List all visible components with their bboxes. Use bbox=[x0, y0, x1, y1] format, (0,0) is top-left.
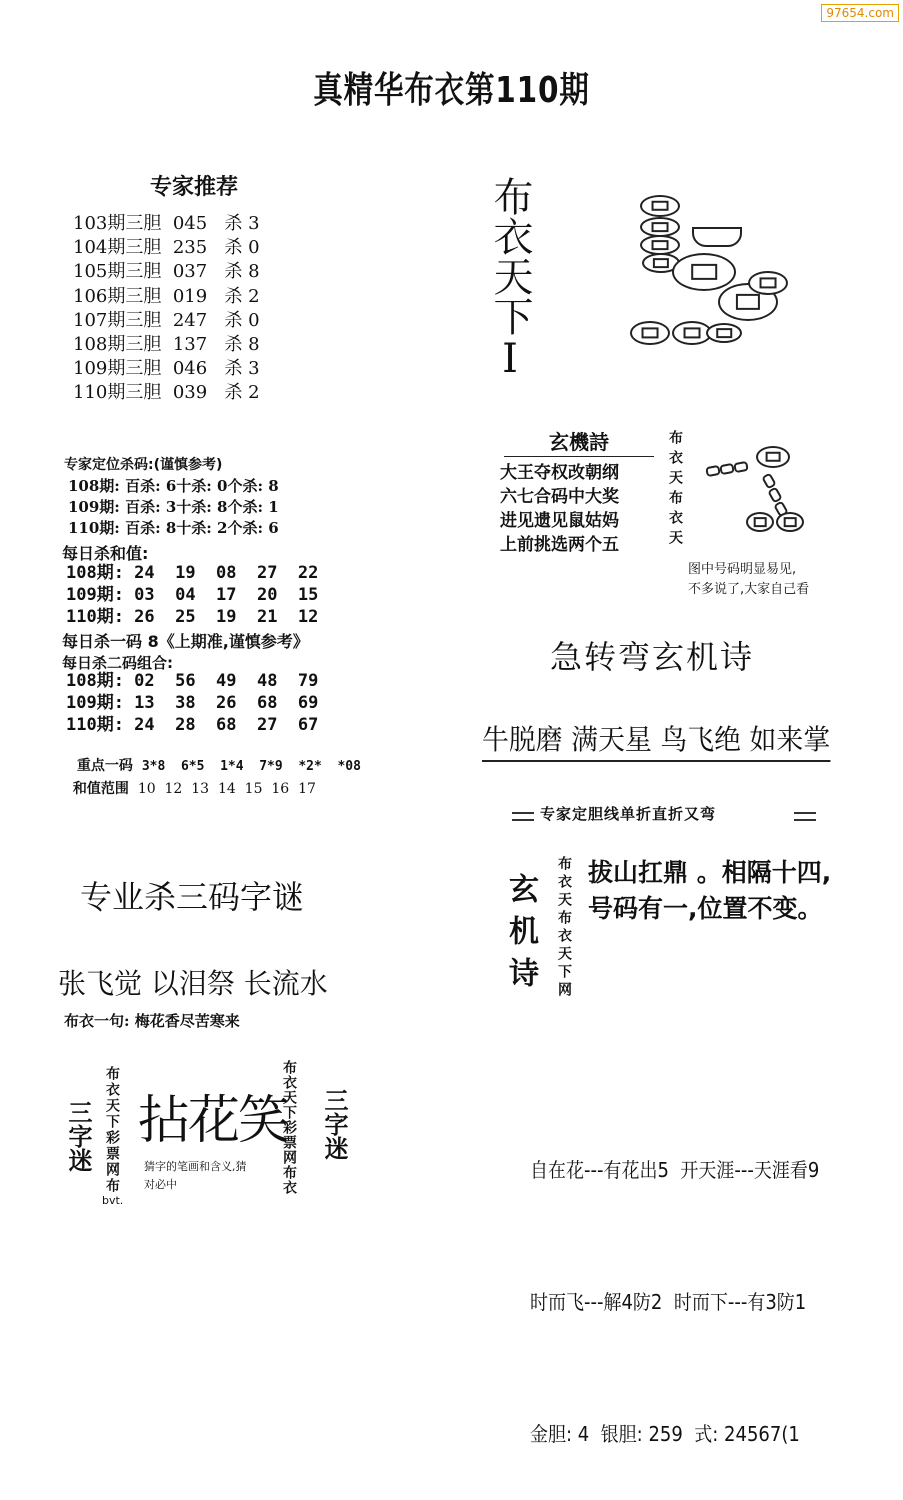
riddle-left-vertical: 三字迷 bbox=[64, 1100, 92, 1172]
xuanji-side-vertical: 布衣天布衣天 bbox=[667, 430, 683, 550]
riddle-heading: 专业杀三码字谜 bbox=[80, 878, 305, 916]
coins-illustration bbox=[620, 185, 840, 345]
daily-sum-heading: 每日杀和值: bbox=[62, 544, 149, 563]
daily-one-heading: 每日杀一码 8《上期准,谨慎参考》 bbox=[62, 632, 309, 651]
position-kill-heading: 专家定位杀码:(谨慎参考) bbox=[64, 457, 223, 473]
riddle-right-vertical: 三字迷 bbox=[320, 1088, 348, 1160]
xuanji-block bbox=[500, 428, 658, 557]
riddle-sub: 布衣一句: 梅花香尽苦寒来 bbox=[64, 1012, 240, 1030]
turn-poem-heading: 急转弯玄机诗 bbox=[550, 638, 755, 676]
riddle-hint-1: 猜字的笔画和含义,猜 bbox=[144, 1160, 247, 1173]
expert-list bbox=[73, 212, 260, 406]
list-item: 110期: 26 25 19 21 12 bbox=[66, 607, 319, 627]
daily-two-list bbox=[66, 670, 318, 736]
divider bbox=[794, 812, 816, 821]
divider bbox=[504, 456, 654, 457]
summary-block bbox=[530, 1060, 820, 1500]
list-item: 107期三胆 247 杀 0 bbox=[73, 309, 260, 331]
riddle-line: 张飞觉 以泪祭 长流水 bbox=[58, 967, 328, 1000]
list-item: 105期三胆 037 杀 8 bbox=[73, 261, 260, 283]
xuanji-caption-1: 图中号码明显易见, bbox=[688, 562, 797, 577]
xuanji-heading: 玄機詩 bbox=[549, 430, 609, 454]
turn-poem-line: 牛脱磨 满天星 鸟飞绝 如来掌 bbox=[482, 718, 830, 762]
summary-line-2: 时而飞---解4防2 时而下---有3防1 bbox=[530, 1290, 807, 1314]
list-item: 110期三胆 039 杀 2 bbox=[73, 382, 260, 404]
list-item: 110期: 百杀: 8十杀: 2个杀: 6 bbox=[68, 519, 279, 537]
list-item: 六七合码中大奖 bbox=[500, 487, 619, 507]
list-item: 108期: 02 56 49 48 79 bbox=[66, 671, 319, 691]
riddle-col-2: 布衣天下彩票网布衣 bbox=[281, 1060, 297, 1195]
list-item: 110期: 24 28 68 27 67 bbox=[66, 715, 319, 735]
xuanji-caption-2: 不多说了,大家自己看 bbox=[688, 582, 810, 597]
list-item: 108期: 百杀: 6十杀: 0个杀: 8 bbox=[68, 477, 279, 495]
list-item: 104期三胆 235 杀 0 bbox=[73, 237, 260, 259]
chain-illustration bbox=[700, 440, 810, 540]
daily-sum-list bbox=[66, 562, 318, 628]
list-item: 108期三胆 137 杀 8 bbox=[73, 334, 260, 356]
list-item: 进见遗见鼠姑妈 bbox=[500, 511, 619, 531]
brand-vertical: 布衣天下I bbox=[487, 176, 533, 382]
expert-line: 专家定胆线单折直折又弯 bbox=[540, 805, 717, 823]
list-item: 109期: 百杀: 3十杀: 8个杀: 1 bbox=[68, 498, 279, 516]
position-kill-list bbox=[68, 476, 279, 539]
daily-two-heading: 每日杀二码组合: bbox=[62, 654, 173, 672]
list-item: 109期: 13 38 26 68 69 bbox=[66, 693, 319, 713]
riddle-big: 拈花笑 bbox=[138, 1091, 289, 1151]
page-title: 真精华布衣第110期 bbox=[313, 70, 590, 111]
xuanji2-line-1: 拔山扛鼎 。相隔十四, bbox=[588, 858, 832, 887]
divider bbox=[512, 812, 534, 821]
xuanji2-line-2: 号码有一,位置不变。 bbox=[588, 894, 823, 923]
sum-range: 和值范围 10 12 13 14 15 16 17 bbox=[72, 781, 316, 797]
xuanji2-vertical-small: 布衣天布衣天下网 bbox=[556, 856, 572, 1000]
list-item: 109期三胆 046 杀 3 bbox=[73, 358, 260, 380]
xuanji2-vertical-big: 玄机诗 bbox=[503, 873, 538, 999]
summary-line-3: 金胆: 4 银胆: 259 式: 24567(1 bbox=[530, 1422, 800, 1446]
site-watermark: 97654.com bbox=[821, 4, 899, 22]
riddle-col-1-tail: bvt. bbox=[102, 1194, 124, 1207]
key-code: 重点一码 3*8 6*5 1*4 7*9 *2* *08 bbox=[76, 758, 361, 774]
expert-heading: 专家推荐 bbox=[150, 175, 239, 200]
riddle-hint-2: 对必中 bbox=[144, 1178, 177, 1191]
summary-line-1: 自在花---有花出5 开天涯---天涯看9 bbox=[530, 1158, 820, 1182]
riddle-col-1: 布衣天下彩票网布 bbox=[104, 1066, 120, 1194]
list-item: 103期三胆 045 杀 3 bbox=[73, 213, 260, 234]
list-item: 上前挑选两个五 bbox=[500, 535, 619, 555]
list-item: 大王夺权改朝纲 bbox=[500, 463, 619, 483]
list-item: 108期: 24 19 08 27 22 bbox=[66, 563, 319, 583]
list-item: 106期三胆 019 杀 2 bbox=[73, 285, 260, 307]
list-item: 109期: 03 04 17 20 15 bbox=[66, 585, 319, 605]
